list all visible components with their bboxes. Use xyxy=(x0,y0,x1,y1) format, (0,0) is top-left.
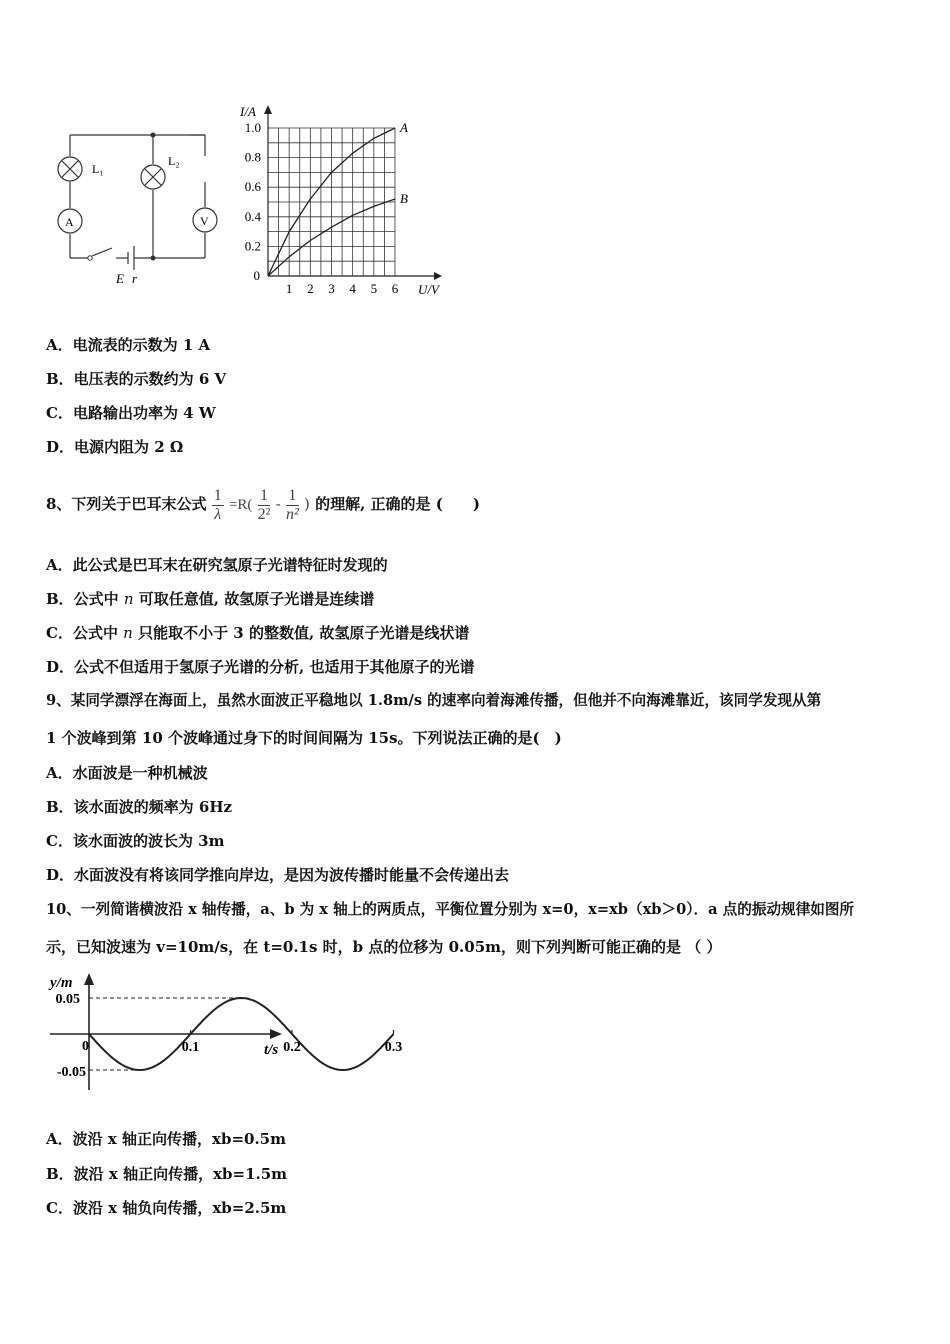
y-tick-label: 0.05 xyxy=(55,992,80,1007)
formula-f2-num: 1 xyxy=(286,487,299,506)
circuit-diagram xyxy=(50,120,220,290)
q8-option-b xyxy=(46,589,374,609)
q9-option-a: A．水面波是一种机械波 xyxy=(46,764,208,782)
label-l2: L₂ xyxy=(168,154,180,168)
q8-question xyxy=(46,474,480,534)
q8-option-d: D．公式不但适用于氢原子光谱的分析, 也适用于其他原子的光谱 xyxy=(46,658,475,676)
y-tick-label: 0.6 xyxy=(244,179,261,195)
vibration-graph xyxy=(40,965,403,1095)
x-tick-label: 6 xyxy=(391,281,399,296)
formula-f2-den: n² xyxy=(285,505,299,523)
q8-option-c xyxy=(46,623,469,643)
y-axis-arrow xyxy=(84,973,94,985)
t-tick-label: 0.2 xyxy=(283,1040,301,1055)
q8-prefix: 8、下列关于巴耳末公式 xyxy=(46,495,207,513)
formula-minus: - xyxy=(275,495,281,513)
y-axis-label: I/A xyxy=(240,104,256,119)
label-internal-resistance: r xyxy=(132,271,138,286)
formula-f2 xyxy=(286,487,299,524)
iu-characteristic-chart xyxy=(230,100,460,300)
q8-option-c-var: n xyxy=(123,624,133,642)
y-axis-label: y/m xyxy=(50,975,73,991)
y-tick-label: 0.8 xyxy=(244,149,261,165)
x-tick-label: 5 xyxy=(370,281,378,296)
formula-f1-den: 2² xyxy=(257,505,271,523)
origin-label: 0 xyxy=(82,1039,89,1054)
q7-option-b: B．电压表的示数约为 6 V xyxy=(46,370,227,388)
q8-option-c-post: 只能取不小于 3 的整数值, 故氢原子光谱是线状谱 xyxy=(132,624,470,642)
q10-option-b: B．波沿 x 轴正向传播，xb=1.5m xyxy=(46,1165,288,1183)
formula-lhs-num: 1 xyxy=(213,486,222,504)
x-axis-label: U/V xyxy=(418,282,439,297)
q7-option-c: C．电路输出功率为 4 W xyxy=(46,404,216,422)
label-emf: E xyxy=(116,271,124,286)
formula-lhs xyxy=(212,487,224,524)
formula-f1-num: 1 xyxy=(258,487,271,506)
t-axis-label: t/s xyxy=(264,1042,279,1058)
formula-lhs-den: λ xyxy=(214,505,222,523)
y-tick-label: -0.05 xyxy=(56,1065,86,1080)
y-tick-label: 0.4 xyxy=(244,208,261,224)
formula-close: ) xyxy=(304,495,310,513)
q8-option-b-var: n xyxy=(123,590,134,608)
q9-question-line2: 1 个波峰到第 10 个波峰通过身下的时间间隔为 15s。下列说法正确的是( ) xyxy=(46,729,562,747)
q8-option-a: A．此公式是巴耳末在研究氢原子光谱特征时发现的 xyxy=(46,556,388,574)
t-tick-label: 0.1 xyxy=(181,1040,200,1055)
q8-option-b-pre: B．公式中 xyxy=(46,590,124,608)
q8-option-b-post: 可取任意值, 故氢原子光谱是连续谱 xyxy=(133,590,375,608)
t-tick-label: 0.3 xyxy=(384,1040,403,1055)
y-tick-label: 1.0 xyxy=(244,120,261,135)
x-tick-label: 4 xyxy=(349,281,356,296)
q9-option-b: B．该水面波的频率为 6Hz xyxy=(46,798,233,816)
x-tick-label: 1 xyxy=(285,281,293,296)
label-ammeter: A xyxy=(65,215,74,229)
q9-question-line1: 9、某同学漂浮在海面上，虽然水面波正平稳地以 1.8m/s 的速率向着海滩传播，但他并不向海滩靠近，该同学发现从第 xyxy=(46,692,822,709)
series-label-B: B xyxy=(400,191,408,207)
q7-option-d: D．电源内阻为 2 Ω xyxy=(46,438,184,456)
lamp-l2-icon xyxy=(141,165,165,189)
q10-question-line2: 示，已知波速为 v=10m/s，在 t=0.1s 时，b 点的位移为 0.05m，则下列判断可能正确的是 （ ） xyxy=(46,938,722,956)
origin-label: 0 xyxy=(253,268,260,283)
series-label-A: A xyxy=(400,120,408,135)
lamp-l1-icon xyxy=(58,157,82,181)
x-tick-label: 3 xyxy=(328,281,335,296)
y-tick-label: 0.2 xyxy=(244,238,261,254)
q9-option-d: D．水面波没有将该同学推向岸边，是因为波传播时能量不会传递出去 xyxy=(46,866,510,884)
q9-option-c: C．该水面波的波长为 3m xyxy=(46,832,225,850)
t-axis-arrow xyxy=(270,1029,282,1039)
formula-f1 xyxy=(258,487,271,524)
q10-option-a: A．波沿 x 轴正向传播，xb=0.5m xyxy=(46,1130,286,1148)
q10-question-line1: 10、一列简谐横波沿 x 轴传播，a、b 为 x 轴上的两质点，平衡位置分别为 x=0，x=xb（xb＞0）．a 点的振动规律如图所 xyxy=(46,901,855,918)
label-l1: L₁ xyxy=(92,162,104,176)
q8-option-c-pre: C．公式中 xyxy=(46,624,124,642)
x-axis-arrow xyxy=(434,272,442,280)
q7-option-a: A．电流表的示数为 1 A xyxy=(46,336,211,354)
q8-suffix: 的理解, 正确的是 ( ) xyxy=(315,495,480,513)
y-axis-arrow xyxy=(264,105,272,114)
x-tick-label: 2 xyxy=(307,281,314,296)
label-voltmeter: V xyxy=(200,214,209,228)
q10-option-c: C．波沿 x 轴负向传播，xb=2.5m xyxy=(46,1199,287,1217)
formula-mid: =R( xyxy=(228,497,253,513)
